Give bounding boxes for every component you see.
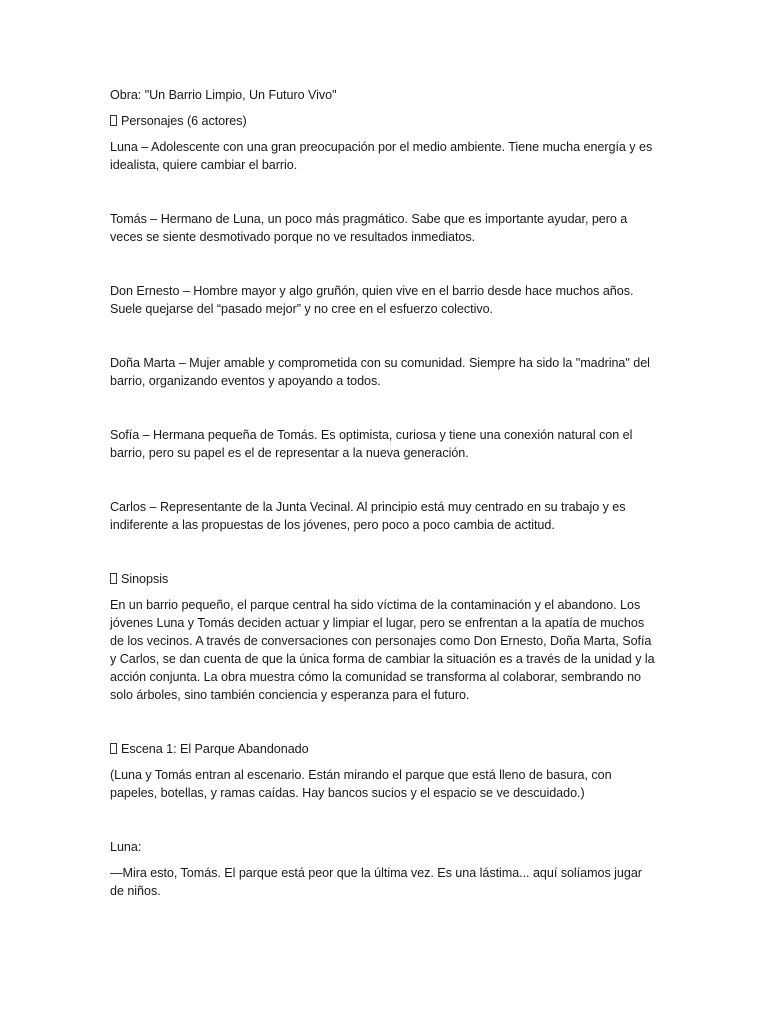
personajes-heading-text: Personajes (6 actores): [121, 114, 247, 128]
character-carlos: Carlos – Representante de la Junta Vecinal. Al principio está muy centrado en su trabajo y es indiferente a las propuestas de los jóvenes, pero poco a poco cambia de actitud.: [110, 500, 626, 532]
document-body: [110, 86, 658, 900]
personajes-heading: [110, 112, 658, 130]
sinopsis-heading: [110, 570, 658, 588]
speaker-name: Luna:: [110, 840, 142, 854]
stage-direction: (Luna y Tomás entran al escenario. Están mirando el parque que está lleno de basura, con papeles, botellas, y ramas caídas. Hay bancos sucios y el espacio se ve descuidado.): [110, 768, 612, 800]
missing-glyph-icon: [110, 115, 117, 126]
character-sofia: Sofía – Hermana pequeña de Tomás. Es optimista, curiosa y tiene una conexión natural con el barrio, pero su papel es el de representar a la nueva generación.: [110, 428, 633, 460]
escena-heading-text: Escena 1: El Parque Abandonado: [121, 742, 309, 756]
character-don-ernesto: Don Ernesto – Hombre mayor y algo gruñón, quien vive en el barrio desde hace muchos años. Suele quejarse del “pasado mejor” y no cree en el esfuerzo colectivo.: [110, 284, 634, 316]
escena-heading: [110, 740, 658, 758]
missing-glyph-icon: [110, 743, 117, 754]
sinopsis-heading-text: Sinopsis: [121, 572, 169, 586]
play-title: Obra: "Un Barrio Limpio, Un Futuro Vivo": [110, 88, 337, 102]
character-luna: Luna – Adolescente con una gran preocupación por el medio ambiente. Tiene mucha energía y es idealista, quiere cambiar el barrio.: [110, 140, 653, 172]
character-tomas: Tomás – Hermano de Luna, un poco más pragmático. Sabe que es importante ayudar, pero a veces se siente desmotivado porque no ve resultados inmediatos.: [110, 212, 628, 244]
dialogue-line: —Mira esto, Tomás. El parque está peor que la última vez. Es una lástima... aquí solíamos jugar de niños.: [110, 866, 642, 898]
missing-glyph-icon: [110, 573, 117, 584]
sinopsis-paragraph: En un barrio pequeño, el parque central ha sido víctima de la contaminación y el abandono. Los jóvenes Luna y Tomás deciden actuar y limpiar el lugar, pero se enfrentan a la apatía de muchos de los vecinos. A través de conversaciones con personajes como Don Ernesto, Doña Marta, Sofía y Carlos, se dan cuenta de que la única forma de cambiar la situación es a través de la unidad y la acción conjunta. La obra muestra cómo la comunidad se transforma al colaborar, sembrando no solo árboles, sino también conciencia y esperanza para el futuro.: [110, 598, 655, 702]
character-dona-marta: Doña Marta – Mujer amable y comprometida con su comunidad. Siempre ha sido la "madrina" del barrio, organizando eventos y apoyando a todos.: [110, 356, 650, 388]
